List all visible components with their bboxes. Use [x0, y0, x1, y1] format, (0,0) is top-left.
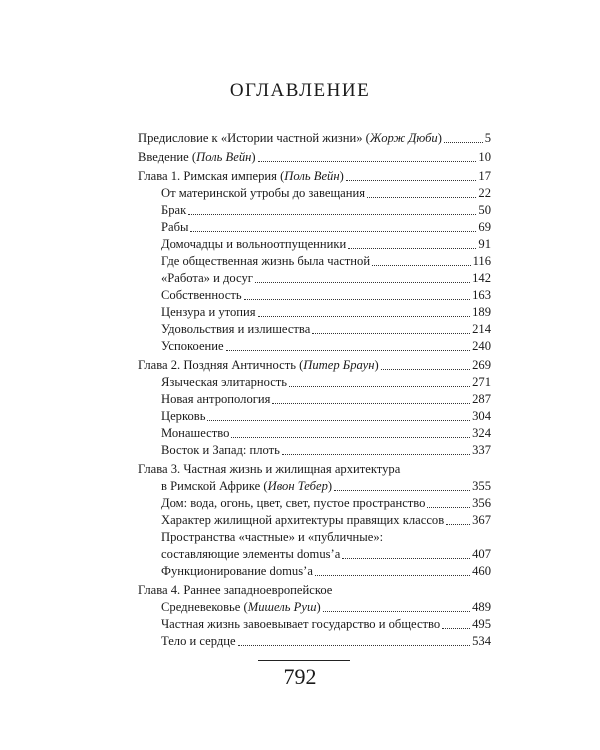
toc-entry-author: Поль Вейн: [196, 150, 252, 164]
toc-entry-page: 163: [472, 288, 491, 302]
toc-dot-leader: [348, 248, 476, 249]
toc-entry: [138, 287, 491, 304]
toc-entry-title: составляющие элементы domus’a: [161, 547, 341, 561]
toc-entry: [138, 168, 491, 185]
toc-dot-leader: [289, 386, 470, 387]
toc-dot-leader: [446, 524, 470, 525]
toc-entry-page: 116: [472, 254, 491, 268]
toc-entry: [138, 338, 491, 355]
toc-entry-page: 189: [472, 305, 491, 319]
toc-entry-title: Характер жилищной архитектуры правящих классов: [161, 513, 445, 527]
toc-entry-title: Церковь: [161, 409, 206, 423]
toc-entry: [138, 130, 491, 147]
page-title: ОГЛАВЛЕНИЕ: [229, 80, 371, 101]
toc-dot-leader: [258, 161, 477, 162]
toc-entry-page: 324: [472, 426, 491, 440]
toc-entry-title: Средневековье (Мишель Руш): [161, 600, 321, 614]
toc-entry-title: Удовольствия и излишества: [161, 322, 311, 336]
toc-entry-page: 17: [478, 169, 491, 183]
toc-entry-title: Функционирование domus’a: [161, 564, 313, 578]
toc-entry-page: 367: [472, 513, 491, 527]
toc-entry-page: 50: [478, 203, 491, 217]
toc-entry: [138, 391, 491, 408]
toc-dot-leader: [231, 437, 470, 438]
toc-entry-title: «Работа» и досуг: [161, 271, 253, 285]
toc-entry-title: Глава 3. Частная жизнь и жилищная архитектура: [138, 462, 401, 476]
toc-entry-page: 304: [472, 409, 491, 423]
toc-entry: [138, 461, 491, 478]
toc-dot-leader: [442, 628, 470, 629]
toc-entry-title: Монашество: [161, 426, 230, 440]
toc-dot-leader: [282, 454, 470, 455]
toc-entry-page: 337: [472, 443, 491, 457]
toc-entry-page: 142: [472, 271, 491, 285]
toc-entry-title: Глава 1. Римская империя (Поль Вейн): [138, 169, 344, 183]
toc-entry: [138, 563, 491, 580]
toc-dot-leader: [226, 350, 470, 351]
toc-dot-leader: [381, 369, 470, 370]
toc-entry: [138, 616, 491, 633]
toc-entry-page: 214: [472, 322, 491, 336]
toc-entry: [138, 408, 491, 425]
toc-entry-page: 407: [472, 547, 491, 561]
toc-dot-leader: [255, 282, 470, 283]
toc-entry-page: 287: [472, 392, 491, 406]
toc-entry-title: Глава 2. Поздняя Античность (Питер Браун): [138, 358, 379, 372]
toc-entry-page: 534: [472, 634, 491, 648]
toc-entry: [138, 374, 491, 391]
toc-entry: [138, 478, 491, 495]
toc-entry-title: Глава 4. Раннее западноевропейское: [138, 583, 333, 597]
toc-entry-title: От материнской утробы до завещания: [161, 186, 366, 200]
toc-dot-leader: [372, 265, 470, 266]
toc-dot-leader: [427, 507, 470, 508]
toc-entry-title: Языческая элитарность: [161, 375, 288, 389]
toc-dot-leader: [238, 645, 470, 646]
toc-dot-leader: [258, 316, 471, 317]
toc-entry-page: 495: [472, 617, 491, 631]
toc-entry-title: Предисловие к «Истории частной жизни» (Жорж Дюби): [138, 131, 442, 145]
toc-dot-leader: [272, 403, 470, 404]
toc-entry-author: Мишель Руш: [247, 600, 317, 614]
toc-entry: [138, 270, 491, 287]
toc-entry-page: 271: [472, 375, 491, 389]
toc-entry-title: Рабы: [161, 220, 189, 234]
toc-entry: [138, 185, 491, 202]
toc-entry: [138, 599, 491, 616]
toc-dot-leader: [312, 333, 470, 334]
toc-entry-title: Дом: вода, огонь, цвет, свет, пустое пространство: [161, 496, 426, 510]
toc-dot-leader: [323, 611, 470, 612]
toc-entry-title: Цензура и утопия: [161, 305, 256, 319]
toc-entry-title: Новая антропология: [161, 392, 271, 406]
toc-dot-leader: [244, 299, 471, 300]
toc-entry: [138, 495, 491, 512]
toc-entry: [138, 546, 491, 563]
toc-entry-title: Восток и Запад: плоть: [161, 443, 280, 457]
toc-entry-page: 91: [478, 237, 491, 251]
toc-entry-author: Поль Вейн: [284, 169, 340, 183]
toc-entry-title: Тело и сердце: [161, 634, 236, 648]
toc-entry-author: Жорж Дюби: [369, 131, 438, 145]
toc-entry-page: 240: [472, 339, 491, 353]
toc-dot-leader: [342, 558, 470, 559]
toc-entry: [138, 253, 491, 270]
toc-entry: [138, 149, 491, 166]
toc-entry: [138, 582, 491, 599]
toc-dot-leader: [367, 197, 476, 198]
page-number: 792: [283, 664, 317, 689]
toc-entry: [138, 633, 491, 650]
toc-entry-page: 269: [472, 358, 491, 372]
toc-entry: [138, 219, 491, 236]
toc-entry-title: Пространства «частные» и «публичные»:: [161, 530, 384, 544]
toc-dot-leader: [188, 214, 476, 215]
toc-entry: [138, 512, 491, 529]
toc-entry-title: Где общественная жизнь была частной: [161, 254, 371, 268]
toc-entry-title: Успокоение: [161, 339, 224, 353]
toc-entry: [138, 321, 491, 338]
toc-entry-page: 10: [478, 150, 491, 164]
toc-entry-page: 22: [478, 186, 491, 200]
toc-entry: [138, 236, 491, 253]
toc-entry-title: Собственность: [161, 288, 242, 302]
toc-entry: [138, 357, 491, 374]
toc-entry-page: 355: [472, 479, 491, 493]
toc-entry: [138, 304, 491, 321]
toc-dot-leader: [315, 575, 470, 576]
toc-entry-title: Введение (Поль Вейн): [138, 150, 256, 164]
toc-dot-leader: [190, 231, 476, 232]
toc-entry-title: Частная жизнь завоевывает государство и общество: [161, 617, 441, 631]
toc-entry-author: Ивон Тебер: [267, 479, 328, 493]
toc-entry-page: 460: [472, 564, 491, 578]
toc-dot-leader: [444, 142, 483, 143]
toc-dot-leader: [334, 490, 470, 491]
toc-dot-leader: [207, 420, 470, 421]
toc-entry-title: Домочадцы и вольноотпущенники: [161, 237, 347, 251]
toc-entry-page: 489: [472, 600, 491, 614]
toc-entry-page: 69: [478, 220, 491, 234]
toc-entry-page: 5: [484, 131, 491, 145]
toc-entry-title: Брак: [161, 203, 187, 217]
page-number-rule: [258, 660, 350, 661]
toc-entry-page: 356: [472, 496, 491, 510]
toc-entry-title: в Римской Африке (Ивон Тебер): [161, 479, 333, 493]
toc-entry: [138, 202, 491, 219]
table-of-contents: [138, 130, 491, 650]
toc-entry: [138, 529, 491, 546]
toc-entry-author: Питер Браун: [303, 358, 375, 372]
toc-dot-leader: [346, 180, 477, 181]
toc-entry: [138, 425, 491, 442]
toc-entry: [138, 442, 491, 459]
